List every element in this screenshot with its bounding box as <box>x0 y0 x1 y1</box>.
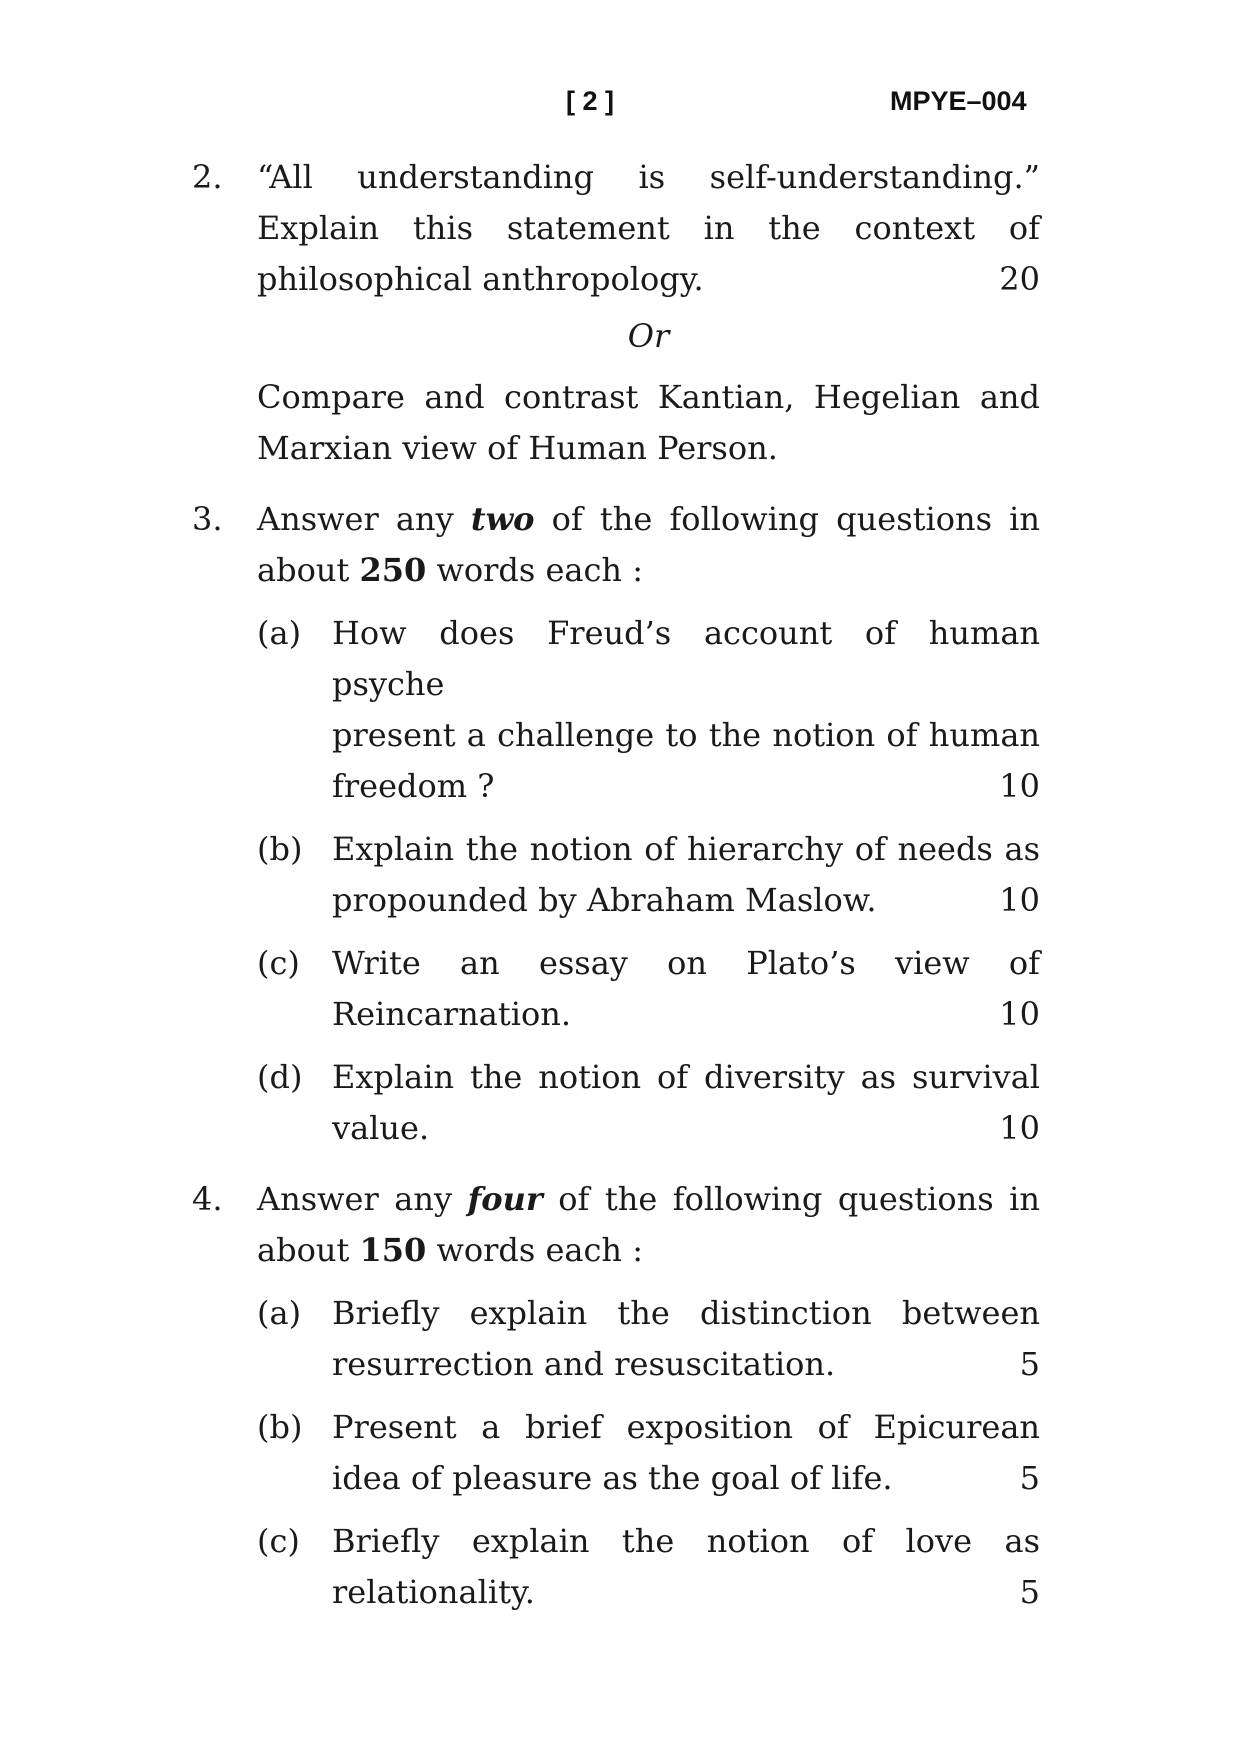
question-paper <box>192 152 1040 1618</box>
marks: 20 <box>999 260 1040 298</box>
question-3 <box>192 494 1040 1154</box>
question-text-line: Briefly explain the distinction between <box>332 1294 1040 1332</box>
question-2 <box>192 152 1040 305</box>
question-text-line: Compare and contrast Kantian, Hegelian and <box>257 378 1040 416</box>
sub-question-a <box>257 1288 1040 1390</box>
question-text-line: idea of pleasure as the goal of life. <box>332 1459 893 1497</box>
question-text-line: Marxian view of Human Person. <box>257 429 778 467</box>
question-body <box>257 152 1040 305</box>
question-text-line: Explain this statement in the context of <box>257 209 1040 247</box>
sub-question-c <box>257 938 1040 1040</box>
question-number: 4. <box>192 1180 223 1218</box>
sub-question-label: (a) <box>257 1294 302 1332</box>
marks: 10 <box>999 995 1040 1033</box>
sub-question-b <box>257 1402 1040 1504</box>
question-4 <box>192 1174 1040 1618</box>
question-text-line: How does Freud’s account of human psyche <box>332 614 1040 703</box>
question-text-line: Reincarnation. <box>332 995 571 1033</box>
sub-question-label: (b) <box>257 1408 303 1446</box>
question-text-line: value. <box>332 1109 430 1147</box>
question-text-line: “All understanding is self-understanding.” <box>257 158 1040 196</box>
question-text-line: Briefly explain the notion of love as <box>332 1522 1040 1560</box>
course-code: MPYE–004 <box>890 86 1027 116</box>
marks: 10 <box>999 881 1040 919</box>
question-intro: about 250 words each : <box>257 551 643 589</box>
or-separator: Or <box>627 317 670 355</box>
question-2-alternative <box>192 372 1040 474</box>
marks: 5 <box>1019 1459 1040 1497</box>
question-text-line: present a challenge to the notion of human <box>332 716 1040 754</box>
sub-question-b <box>257 824 1040 926</box>
sub-question-d <box>257 1052 1040 1154</box>
sub-question-label: (c) <box>257 944 300 982</box>
sub-question-label: (d) <box>257 1058 303 1096</box>
question-text-line: propounded by Abraham Maslow. <box>332 881 877 919</box>
question-intro: about 150 words each : <box>257 1231 643 1269</box>
question-intro: Answer any four of the following questions in <box>257 1180 1041 1218</box>
question-text-line: Explain the notion of hierarchy of needs as <box>332 830 1040 868</box>
question-text-line: Present a brief exposition of Epicurean <box>332 1408 1040 1446</box>
emphasis: four <box>467 1180 543 1218</box>
sub-question-label: (c) <box>257 1522 300 1560</box>
marks: 10 <box>999 767 1040 805</box>
emphasis: two <box>470 500 535 538</box>
sub-question-label: (a) <box>257 614 302 652</box>
question-text-line: freedom ? <box>332 767 495 805</box>
question-number: 3. <box>192 500 223 538</box>
question-text-line: relationality. <box>332 1573 535 1611</box>
word-count: 150 <box>359 1231 427 1269</box>
sub-question-c <box>257 1516 1040 1618</box>
question-number: 2. <box>192 158 223 196</box>
marks: 10 <box>999 1109 1040 1147</box>
marks: 5 <box>1019 1573 1040 1611</box>
question-intro: Answer any two of the following questions in <box>257 500 1041 538</box>
question-text-line: philosophical anthropology. <box>257 260 704 298</box>
marks: 5 <box>1019 1345 1040 1383</box>
sub-question-label: (b) <box>257 830 303 868</box>
question-text-line: Explain the notion of diversity as survival <box>332 1058 1040 1096</box>
question-text-line: Write an essay on Plato’s view of <box>332 944 1040 982</box>
question-text-line: resurrection and resuscitation. <box>332 1345 836 1383</box>
sub-question-a <box>257 608 1040 812</box>
word-count: 250 <box>359 551 427 589</box>
page-number: [ 2 ] <box>566 86 615 116</box>
